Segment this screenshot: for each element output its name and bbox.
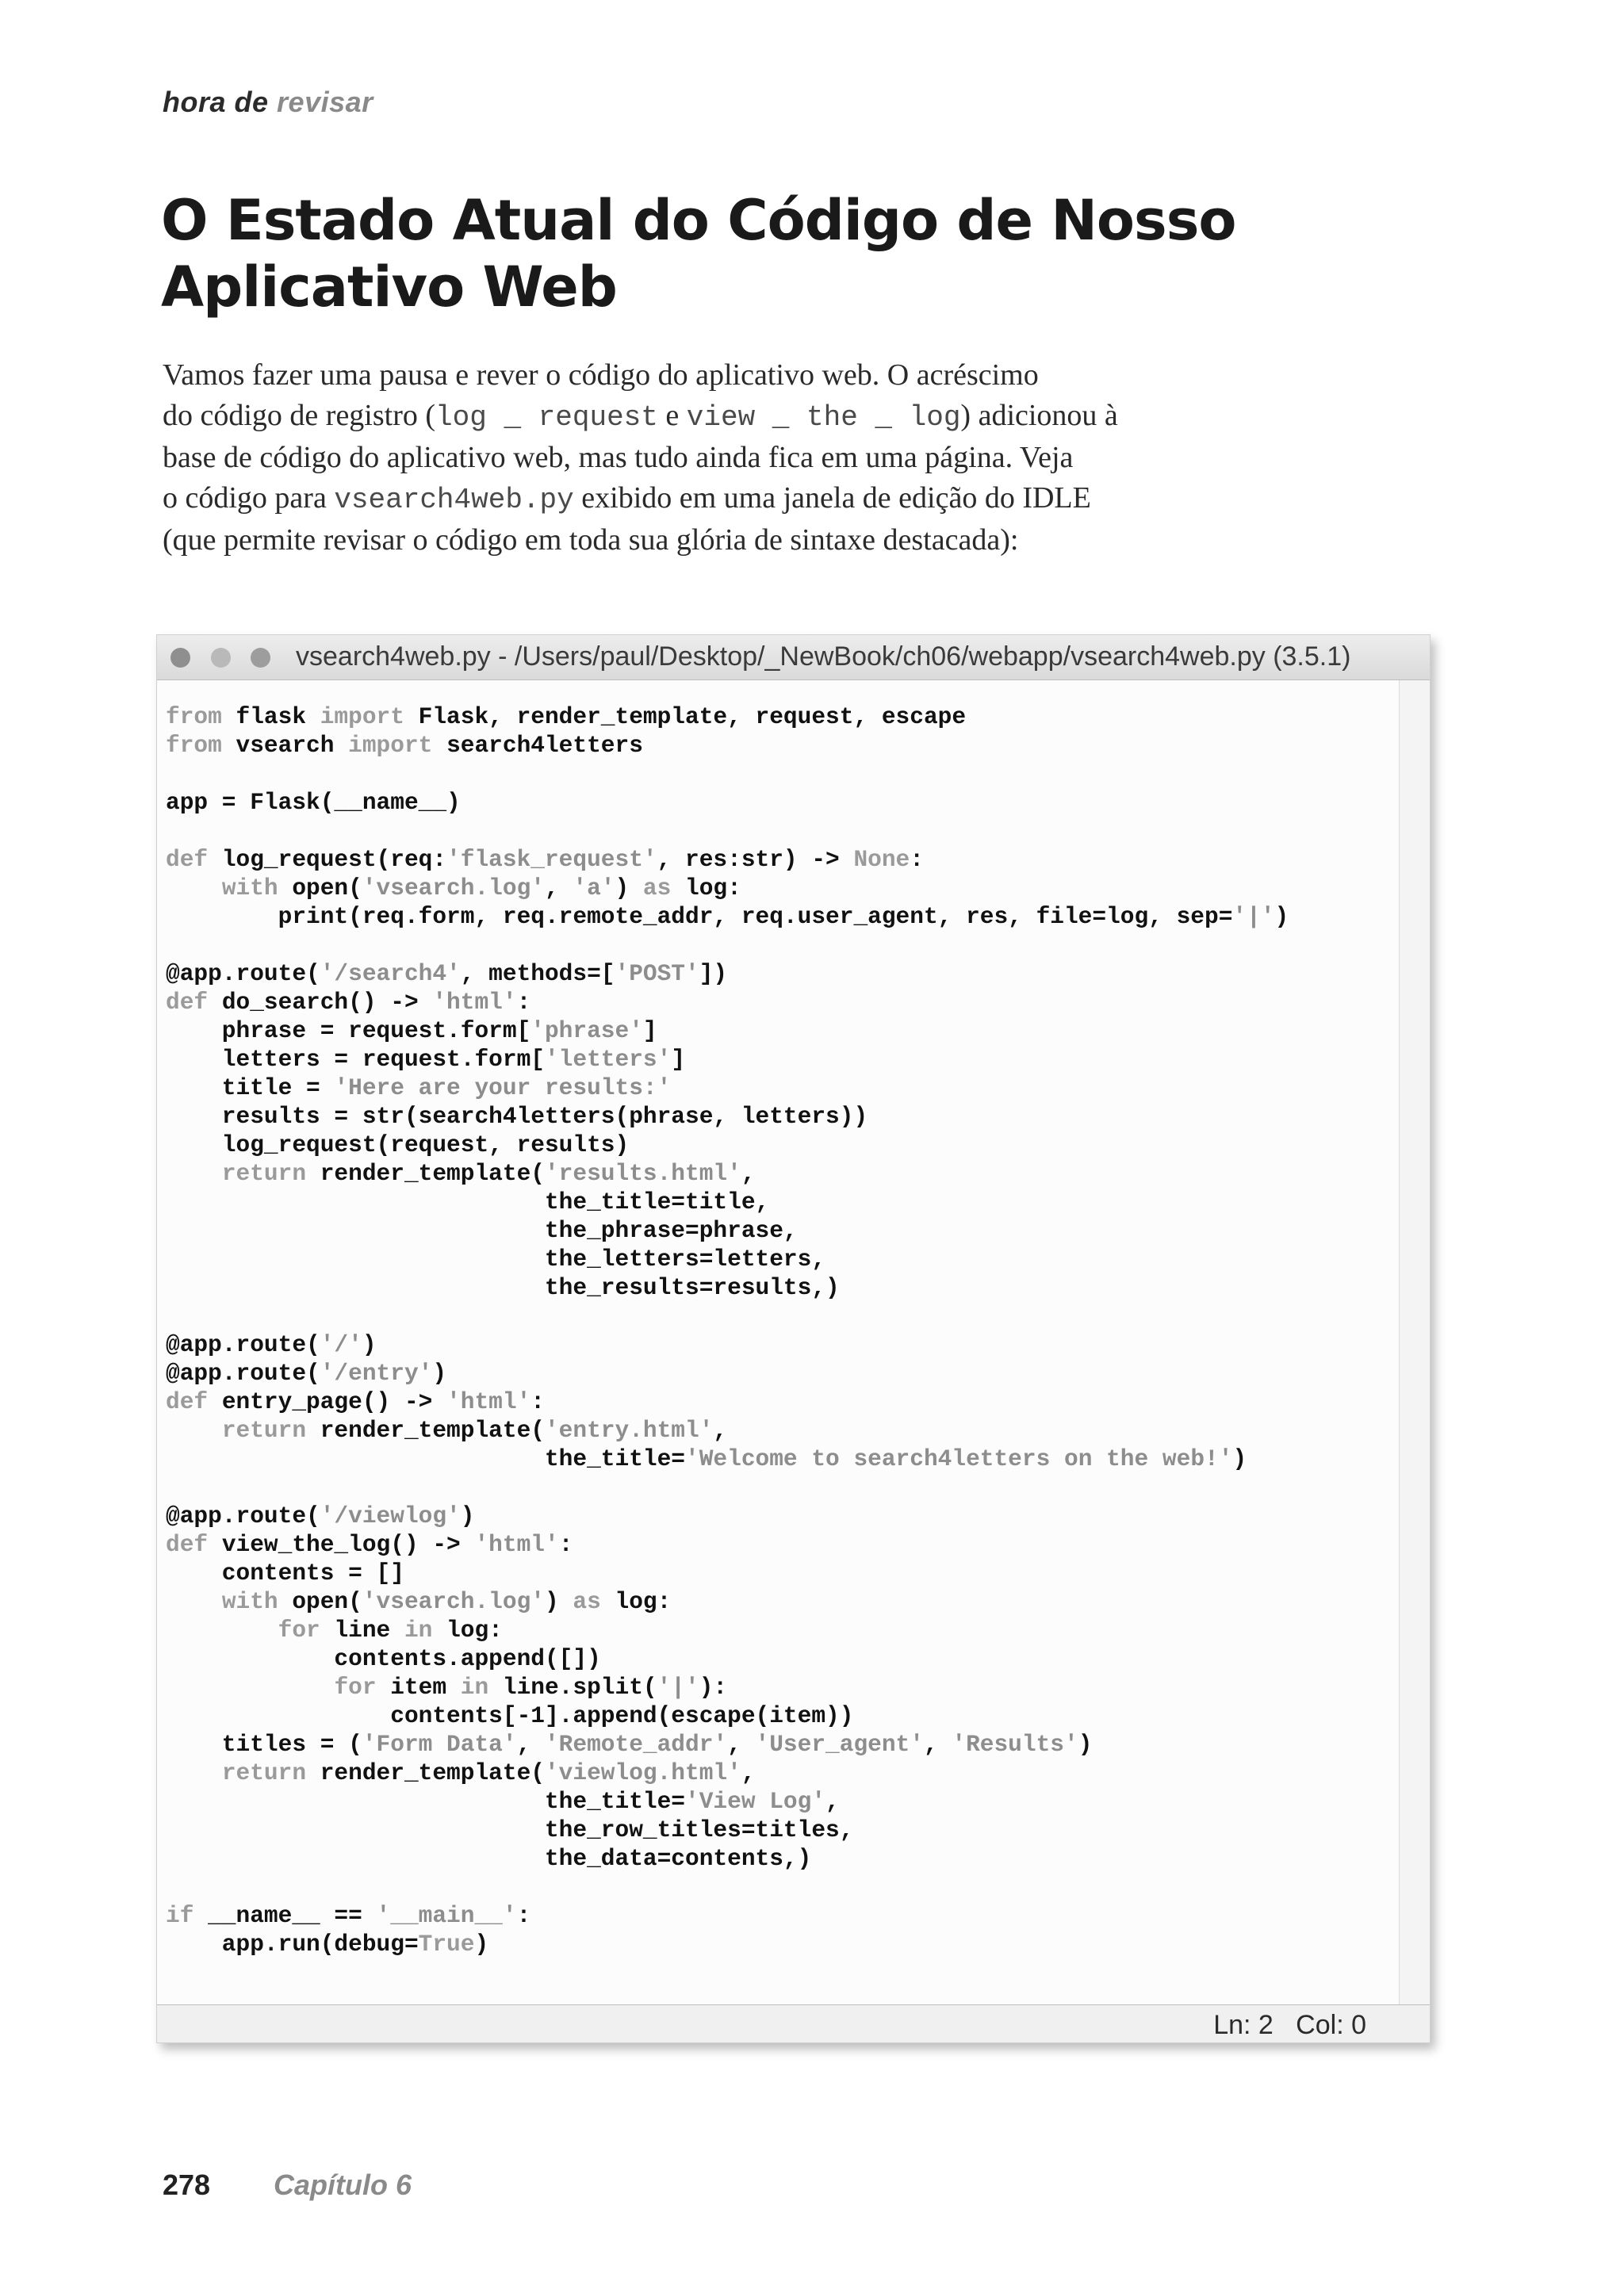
code-line [166,760,1289,788]
code-line [166,1102,1289,1131]
code-line [166,1216,1289,1245]
code-keyword: def [166,1531,222,1558]
code-text [166,1759,222,1786]
code-keyword: import [348,732,447,759]
code-string: 'View Log' [685,1788,826,1815]
code-text: item [390,1674,461,1701]
code-string: 'Form Data' [362,1731,517,1758]
code-text [166,1588,222,1615]
code-keyword: from [166,703,236,730]
code-keyword: in [404,1617,447,1644]
code-text: Flask, render_template, request, escape [418,703,967,730]
code-line [166,1502,1289,1530]
code-string: '__main__' [376,1902,517,1929]
code-text: , [825,1788,840,1815]
code-string: '|' [1232,903,1275,930]
code-line [166,817,1289,845]
code-line [166,1445,1289,1473]
code-string: 'letters' [544,1046,672,1073]
code-text: line.split( [502,1674,657,1701]
code-line [166,1330,1289,1359]
code-line [166,1416,1289,1445]
code-line [166,1530,1289,1559]
code-text: flask [236,703,320,730]
code-text: ) [1274,903,1289,930]
code-text: ] [642,1017,657,1044]
code-text: : [530,1388,545,1415]
code-text: : [516,1902,531,1929]
code-text: contents.append([]) [166,1645,601,1672]
code-text: log_request(req: [221,846,447,873]
code-text: entry_page() -> [221,1388,447,1415]
code-line [166,1045,1289,1074]
intro-text: exibido em uma janela de edição do IDLE [573,481,1091,515]
window-titlebar[interactable] [157,635,1430,680]
code-line [166,1901,1289,1930]
code-keyword: None [853,846,910,873]
code-text: the_data=contents,) [166,1845,812,1872]
code-string: 'html' [432,989,517,1016]
minimize-icon[interactable] [211,648,231,668]
page-title-line-2: Aplicativo Web [161,255,617,320]
page-number: 278 [163,2169,211,2201]
code-string: '|' [657,1674,699,1701]
code-text: letters = request.form[ [166,1046,545,1073]
code-line [166,1759,1289,1787]
code-text: log: [615,1588,672,1615]
code-string: 'a' [573,875,615,902]
code-text: : [910,846,924,873]
code-text: , [713,1417,728,1444]
code-keyword: import [320,703,419,730]
code-text: ) [615,875,643,902]
code-line [166,1388,1289,1416]
code-keyword: for [278,1617,335,1644]
code-line [166,845,1289,874]
code-text: results = str(search4letters(phrase, letters)) [166,1103,868,1130]
code-text: ) [1078,1731,1093,1758]
code-line [166,1644,1289,1673]
code-keyword: in [460,1674,503,1701]
intro-line-1: Vamos fazer uma pausa e rever o código do aplicativo web. O acréscimo [163,358,1039,392]
code-text: , [544,875,573,902]
code-text [166,875,222,902]
code-text: app = Flask(__name__) [166,789,461,816]
code-text: log: [446,1617,503,1644]
maximize-icon[interactable] [251,648,270,668]
code-line [166,1074,1289,1102]
running-head-gray: revisar [277,86,373,118]
cursor-position: Ln: 2 Col: 0 [1213,2010,1366,2040]
inline-code-view-the-log: view _ the _ log [686,401,961,434]
code-line [166,1016,1289,1045]
code-text: : [516,989,531,1016]
page-title-line-1: O Estado Atual do Código de Nosso [161,188,1236,253]
code-string: 'viewlog.html' [544,1759,741,1786]
code-line [166,988,1289,1016]
intro-line-4 [163,478,1241,520]
code-string: 'results.html' [544,1160,741,1187]
code-line [166,1702,1289,1730]
code-string: 'html' [446,1388,531,1415]
code-text: view_the_log() -> [221,1531,475,1558]
code-keyword: return [221,1759,320,1786]
code-line [166,1188,1289,1216]
code-text: the_title=title, [166,1189,770,1215]
code-text: app.run(debug= [166,1931,419,1958]
intro-paragraph [163,355,1241,561]
code-line [166,1844,1289,1873]
code-text: contents = [] [166,1560,404,1587]
inline-code-log-request: log _ request [435,401,658,434]
intro-text: ) adicionou à [960,399,1118,432]
code-keyword: def [166,1388,222,1415]
code-text: ) [432,1360,447,1387]
code-text: vsearch [236,732,349,759]
vertical-scrollbar[interactable] [1399,680,1430,2004]
inline-code-filename: vsearch4web.py [334,484,574,516]
code-keyword: with [221,1588,293,1615]
status-bar [157,2004,1430,2042]
code-text: , res:str) -> [657,846,854,873]
code-text [166,1417,222,1444]
code-string: 'User_agent' [755,1731,924,1758]
code-line [166,1930,1289,1958]
code-text: contents[-1].append(escape(item)) [166,1702,854,1729]
code-string: '/viewlog' [320,1503,461,1529]
code-line [166,788,1289,817]
code-text: search4letters [446,732,643,759]
code-keyword: as [642,875,686,902]
code-text: @app.route( [166,1503,320,1529]
code-text: line [334,1617,404,1644]
code-text: , [923,1731,952,1758]
code-line [166,1816,1289,1844]
code-text: do_search() -> [221,989,433,1016]
close-icon[interactable] [170,648,190,668]
code-line [166,1559,1289,1587]
code-line [166,1131,1289,1159]
code-line [166,1302,1289,1330]
code-string: 'Remote_addr' [544,1731,728,1758]
code-line [166,959,1289,988]
code-text: ) [460,1503,475,1529]
code-string: 'vsearch.log' [362,1588,545,1615]
code-text: , [727,1731,756,1758]
code-line [166,874,1289,902]
code-text: log_request(request, results) [166,1131,630,1158]
code-line [166,1159,1289,1188]
code-line [166,1359,1289,1388]
code-string: 'vsearch.log' [362,875,545,902]
intro-text: o código para [163,481,335,515]
intro-line-3: base de código do aplicativo web, mas tudo ainda fica em uma página. Veja [163,441,1074,474]
code-line [166,931,1289,959]
intro-line-5: (que permite revisar o código em toda sua glória de sintaxe destacada): [163,523,1019,557]
code-line [166,902,1289,931]
code-editor[interactable] [166,702,1289,1958]
code-string: 'flask_request' [446,846,657,873]
code-text: the_phrase=phrase, [166,1217,798,1244]
intro-text: e [657,399,687,432]
chapter-label: Capítulo 6 [274,2169,412,2201]
code-line [166,1730,1289,1759]
code-string: '/entry' [320,1360,433,1387]
code-text [166,1617,278,1644]
code-text: ) [1232,1445,1247,1472]
code-string: '/search4' [320,960,461,987]
code-text: ) [474,1931,489,1958]
code-text [166,1674,334,1701]
code-string: 'POST' [615,960,699,987]
code-text: ] [671,1046,686,1073]
code-string: 'Welcome to search4letters on the web!' [685,1445,1233,1472]
code-text: print(req.form, req.remote_addr, req.user_agent, res, file=log, sep= [166,903,1233,930]
page-title [161,187,1350,320]
code-keyword: def [166,846,222,873]
code-line [166,731,1289,760]
code-text: __name__ == [208,1902,377,1929]
code-text: @app.route( [166,960,320,987]
code-text: ) [544,1588,573,1615]
intro-text: do código de registro ( [163,399,436,432]
code-string: 'Results' [952,1731,1078,1758]
code-text: , methods=[ [460,960,615,987]
code-text: titles = ( [166,1731,362,1758]
code-string: 'phrase' [530,1017,643,1044]
code-string: 'Here are your results:' [334,1074,672,1101]
code-keyword: if [166,1902,209,1929]
code-text: the_title= [166,1788,686,1815]
code-text: log: [685,875,741,902]
code-keyword: return [221,1160,320,1187]
code-text: ]) [699,960,728,987]
code-keyword: for [334,1674,391,1701]
code-text: open( [292,1588,362,1615]
window-title: vsearch4web.py - /Users/paul/Desktop/_NewBook/ch06/webapp/vsearch4web.py (3.5.1) [296,641,1351,672]
code-keyword: def [166,989,222,1016]
code-line [166,1616,1289,1644]
code-text: render_template( [320,1759,545,1786]
code-string: 'entry.html' [544,1417,714,1444]
code-text: , [516,1731,545,1758]
code-string: '/' [320,1331,362,1358]
code-keyword: return [221,1417,320,1444]
code-line [166,1273,1289,1302]
code-text: open( [292,875,362,902]
running-head [163,86,373,119]
code-keyword: from [166,732,236,759]
code-line [166,1587,1289,1616]
code-text: : [558,1531,573,1558]
code-text: the_results=results,) [166,1274,840,1301]
code-text: phrase = request.form[ [166,1017,531,1044]
code-line [166,1787,1289,1816]
code-line [166,1873,1289,1901]
code-line [166,1473,1289,1502]
code-text: render_template( [320,1160,545,1187]
code-keyword: with [221,875,293,902]
code-text: title = [166,1074,335,1101]
code-keyword: as [573,1588,615,1615]
code-keyword: True [418,1931,475,1958]
code-text: @app.route( [166,1360,320,1387]
code-text: ): [699,1674,728,1701]
code-text: render_template( [320,1417,545,1444]
code-line [166,1245,1289,1273]
code-text [166,1160,222,1187]
code-line [166,702,1289,731]
running-head-bold: hora de [163,86,269,118]
code-text: @app.route( [166,1331,320,1358]
code-text: , [741,1759,756,1786]
code-text: the_title= [166,1445,686,1472]
intro-line-2 [163,396,1241,438]
code-string: 'html' [474,1531,559,1558]
code-text: the_row_titles=titles, [166,1816,854,1843]
code-text: ) [362,1331,377,1358]
code-line [166,1673,1289,1702]
code-text: the_letters=letters, [166,1246,826,1273]
code-text: , [741,1160,756,1187]
